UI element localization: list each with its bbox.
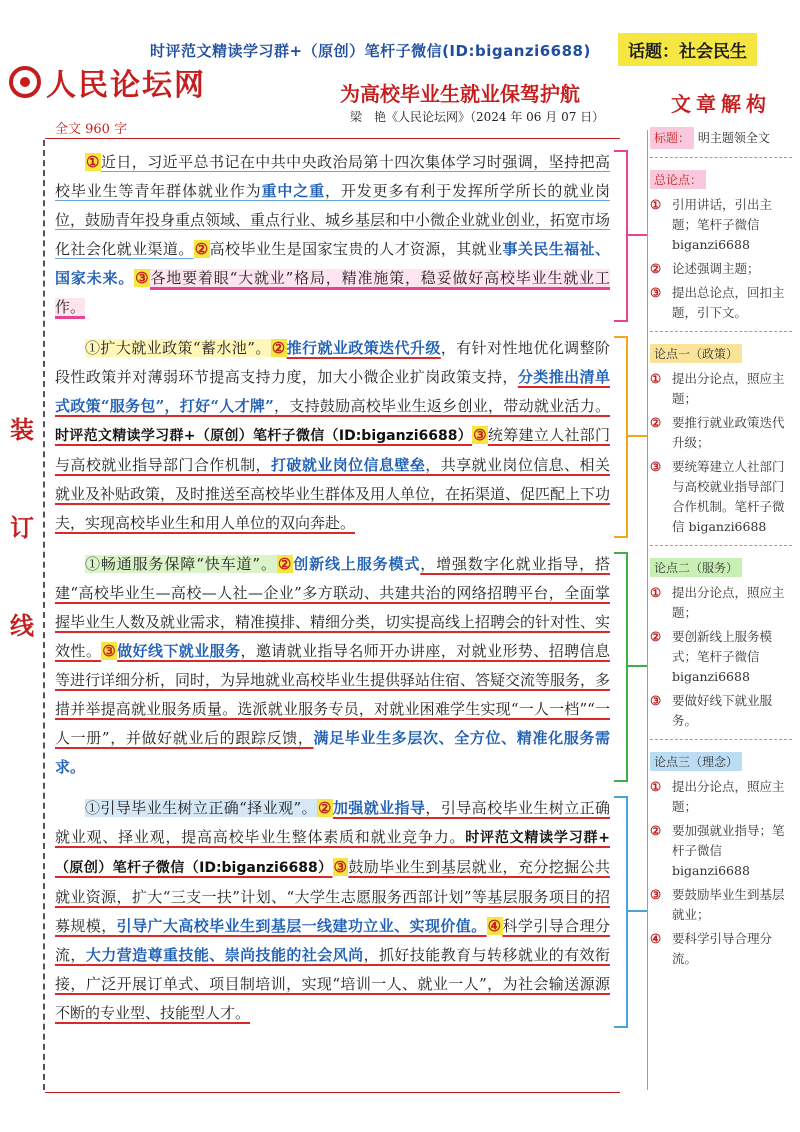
- text-segment: 大力营造尊重技能、崇尚技能的社会风尚: [85, 946, 364, 964]
- text-segment: 统筹建立人社部门与高校就业指导部门合作机制，: [55, 426, 610, 474]
- item-number: ①: [650, 197, 662, 212]
- text-segment: 打破就业岗位信息壁垒: [270, 456, 426, 474]
- item-text: 提出分论点，照应主题；: [672, 585, 785, 620]
- item-text: 论述强调主题；: [672, 261, 760, 276]
- topic-badge: 话题：社会民生: [618, 33, 757, 66]
- text-segment: 重中之重: [261, 182, 325, 200]
- section-item: [650, 583, 792, 623]
- sidebar-title: 文章解构: [671, 92, 771, 116]
- item-text: 要统筹建立人社部门与高校就业指导部门合作机制。笔杆子微信 biganzi6688: [672, 459, 785, 534]
- point-number: ③: [473, 426, 487, 444]
- item-text: 要做好线下就业服务。: [672, 693, 773, 728]
- paragraph-intro: [55, 148, 610, 322]
- item-number: ③: [650, 459, 662, 474]
- item-text: 提出分论点，照应主题；: [672, 779, 785, 814]
- section-items: [650, 583, 792, 731]
- sidebar-section: [650, 334, 792, 537]
- binding-line: [43, 140, 45, 1090]
- section-tag: 论点一（政策）: [650, 344, 742, 363]
- paragraph-concept: [55, 794, 610, 1028]
- text-segment: ①扩大就业政策“蓄水池”。: [85, 339, 271, 357]
- sidebar-divider: [647, 130, 648, 1090]
- point-number: ③: [135, 269, 150, 287]
- bracket-tick-policy: [626, 435, 648, 437]
- text-segment: ，支持鼓励高校毕业生返乡创业，带动就业活力。: [273, 397, 610, 415]
- item-text: 要加强就业指导；笔杆子微信 biganzi6688: [672, 823, 785, 878]
- text-segment: 满足毕业生多层次、全方位、精准化服务需求。: [55, 729, 610, 776]
- sidebar-separator: [650, 157, 792, 158]
- text-segment: ，有针对性地优化调整阶段性政策并对薄弱环节提高支持力度，加大小微企业扩岗政策支持，: [55, 339, 610, 386]
- word-count: 全文 960 字: [55, 122, 128, 137]
- bottom-rule: [45, 1092, 620, 1093]
- item-text: 要推行就业政策迭代升级；: [672, 415, 785, 450]
- item-number: ①: [650, 585, 662, 600]
- text-segment: 时评范文精读学习群+（原创）笔杆子微信（ID:biganzi6688）: [55, 428, 473, 444]
- sidebar-section: [650, 742, 792, 969]
- sidebar-section: [650, 160, 792, 323]
- section-item: [650, 821, 792, 881]
- point-number: ②: [318, 799, 332, 817]
- item-number: ①: [650, 779, 662, 794]
- text-segment: ①引导毕业生树立正确“择业观”。: [85, 799, 318, 817]
- section-item: [650, 413, 792, 453]
- point-number: ③: [102, 642, 117, 660]
- sidebar-lead: [650, 127, 792, 149]
- section-item: [650, 777, 792, 817]
- article-byline: 梁 艳《人民论坛网》（2024 年 06 月 07 日）: [350, 110, 605, 124]
- article-title: 为高校毕业生就业保驾护航: [340, 82, 580, 106]
- logo-text: 人民论坛网: [46, 68, 206, 103]
- binding-char-2: 订: [10, 513, 34, 542]
- section-item: [650, 259, 792, 279]
- site-logo: [8, 60, 206, 104]
- logo-swirl-icon: [8, 65, 42, 99]
- lead-tag: 标题：: [650, 127, 694, 149]
- item-number: ③: [650, 285, 662, 300]
- sidebar-separator: [650, 739, 792, 740]
- section-item: [650, 885, 792, 925]
- section-tag: 总论点：: [650, 170, 706, 189]
- sidebar-section: [650, 548, 792, 731]
- text-segment: 创新线上服务模式: [293, 555, 421, 573]
- bracket-service: [614, 552, 628, 782]
- text-segment: 事关民生福祉、国家未来。: [55, 240, 610, 287]
- text-segment: 高校毕业生是国家宝贵的人才资源，其就业: [209, 240, 503, 258]
- text-segment: ，引导高校毕业生树立正确就业观、择业观，提高高校毕业生整体素质和就业竞争力。: [55, 799, 610, 846]
- text-segment: ①畅通服务保障“快车道”。: [85, 555, 277, 573]
- bracket-concept: [614, 796, 628, 1028]
- point-number: ②: [271, 339, 286, 357]
- binding-char-3: 线: [10, 611, 34, 640]
- text-segment: 加强就业指导: [332, 799, 426, 817]
- binding-char-1: 装: [10, 415, 34, 444]
- paragraph-policy: [55, 334, 610, 538]
- lead-text: 明主题领全文: [697, 131, 770, 145]
- item-text: 引用讲话，引出主题；笔杆子微信 biganzi6688: [672, 197, 773, 252]
- item-text: 提出总论点，回扣主题，引下文。: [672, 285, 785, 320]
- text-segment: 鼓励毕业生到基层就业，充分挖掘公共就业资源，扩大“三支一扶”计划、“大学生志愿服务西部计划”等基层服务项目的招募规模，: [55, 858, 610, 935]
- section-item: [650, 369, 792, 409]
- item-text: 提出分论点，照应主题；: [672, 371, 785, 406]
- text-segment: ，共享就业岗位信息、相关就业及补贴政策，及时推送至高校毕业生群体及用人单位，在拓渠道、促匹配上下功夫，实现高校毕业生和用人单位的双向奔赴。: [55, 456, 611, 532]
- text-segment: ，增强数字化就业指导，搭建“高校毕业生—高校—人社—企业”多方联动、共建共治的网络招聘平台，全面掌握毕业生人数及就业需求，精准摸排、精细分类，切实提高线上招聘会的针对性、实效性。: [55, 555, 611, 660]
- point-number: ③: [333, 858, 348, 876]
- text-segment: 引导广大高校毕业生到基层一线建功立业、实现价值。: [116, 917, 487, 935]
- text-segment: ，抓好技能教育与转移就业的有效衔接，广泛开展订单式、项目制培训，实现“培训一人、就业一人”，为社会输送源源不断的专业型、技能型人才。: [55, 946, 610, 1022]
- section-item: [650, 691, 792, 731]
- section-item: [650, 457, 792, 537]
- section-items: [650, 369, 792, 537]
- text-segment: 近日，习近平总书记在中共中央政治局第十四次集体学习时强调，坚持把高校毕业生等青年群体就业作为: [55, 153, 610, 200]
- bracket-policy: [614, 336, 628, 538]
- section-item: [650, 627, 792, 687]
- paragraph-service: [55, 550, 610, 782]
- bracket-tick-intro: [626, 234, 648, 236]
- item-number: ②: [650, 261, 662, 276]
- sidebar-sections: [650, 157, 792, 969]
- sidebar-separator: [650, 545, 792, 546]
- item-number: ③: [650, 693, 662, 708]
- section-item: [650, 283, 792, 323]
- item-number: ③: [650, 887, 662, 902]
- text-segment: 做好线下就业服务: [117, 642, 241, 660]
- text-segment: 推行就业政策迭代升级: [286, 339, 441, 357]
- text-segment: 分类推出清单式政策“服务包”，打好“人才牌”: [55, 368, 610, 415]
- section-tag: 论点二（服务）: [650, 558, 742, 577]
- text-segment: ，邀请就业指导名师开办讲座，对就业形势、招聘信息等进行详细分析，同时，为异地就业高校毕业生提供驿站住宿、答疑交流等服务，多措并举提高就业服务质量。选派就业服务专员，对就业困难学生实现“一人一档”“一人一册”，并做好就业后的跟踪反馈，: [55, 642, 611, 747]
- item-number: ①: [650, 371, 662, 386]
- header-banner: 时评范文精读学习群+（原创）笔杆子微信(ID:biganzi6688): [150, 42, 591, 60]
- section-item: [650, 195, 792, 255]
- item-number: ②: [650, 415, 662, 430]
- text-segment: ，开发更多有利于发挥所学所长的就业岗位，鼓励青年投身重点领域、重点行业、城乡基层和中小微企业就业创业，拓宽市场化社会化就业渠道。: [55, 182, 611, 258]
- text-segment: 各地要着眼“大就业”格局，精准施策，稳妥做好高校毕业生就业工作。: [55, 269, 610, 319]
- section-items: [650, 195, 792, 323]
- point-number: ①: [86, 153, 100, 171]
- sidebar-separator: [650, 331, 792, 332]
- point-number: ②: [277, 555, 293, 573]
- section-item: [650, 929, 792, 969]
- article-body: [55, 148, 610, 1040]
- item-text: 要创新线上服务模式；笔杆子微信 biganzi6688: [672, 629, 773, 684]
- bracket-tick-service: [626, 665, 648, 667]
- point-number: ②: [194, 240, 209, 258]
- section-items: [650, 777, 792, 969]
- text-segment: 科学引导合理分流，: [55, 917, 610, 964]
- text-segment: 时评范文精读学习群+（原创）笔杆子微信（ID:biganzi6688）: [55, 830, 610, 876]
- item-text: 要科学引导合理分流。: [672, 931, 773, 966]
- bracket-intro: [614, 150, 628, 322]
- structure-sidebar: [650, 88, 792, 973]
- item-text: 要鼓励毕业生到基层就业；: [672, 887, 785, 922]
- item-number: ④: [650, 931, 662, 946]
- top-rule: [45, 138, 620, 139]
- item-number: ②: [650, 823, 662, 838]
- point-number: ④: [487, 917, 502, 935]
- item-number: ②: [650, 629, 662, 644]
- section-tag: 论点三（理念）: [650, 752, 742, 771]
- bracket-tick-concept: [626, 910, 648, 912]
